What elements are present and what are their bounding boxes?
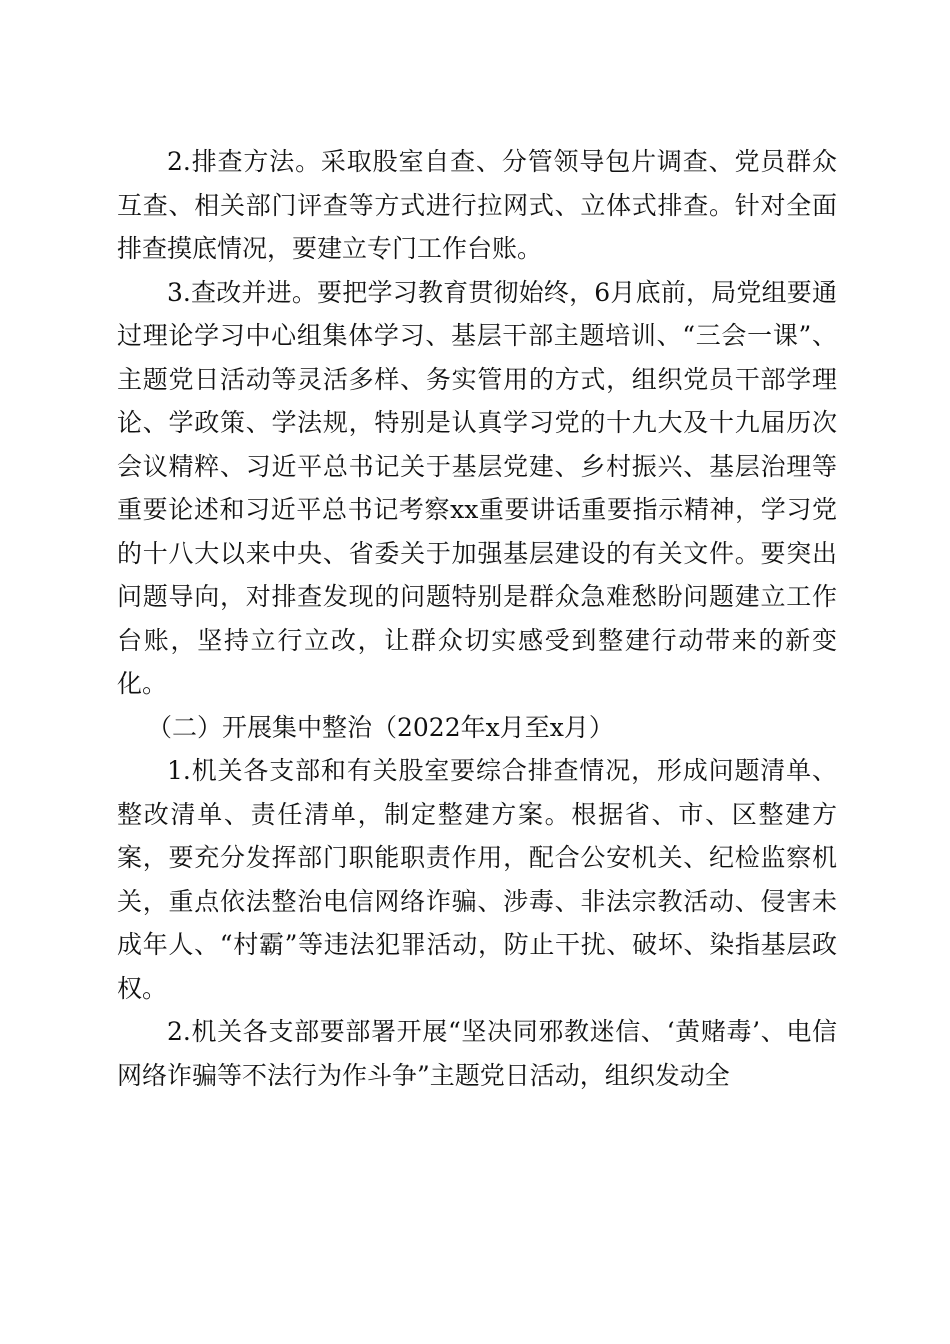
paragraph-check-and-correct: 3.查改并进。要把学习教育贯彻始终，6月底前，局党组要通过理论学习中心组集体学习、基层干部主题培训、“三会一课”、主题党日活动等灵活多样、务实管用的方式，组织党员干部学理论、学政策、学法规，特别是认真学习党的十九大及十九届历次会议精粹、习近平总书记关于基层党建、乡村振兴、基层治理等重要论述和习近平总书记考察xx重要讲话重要指示精神，学习党的十八大以来中央、省委关于加强基层建设的有关文件。要突出问题导向，对排查发现的问题特别是群众急难愁盼问题建立工作台账，坚持立行立改，让群众切实感受到整建行动带来的新变化。 — [117, 277, 837, 698]
paragraph-themed-party-day: 2.机关各支部要部署开展“坚决同邪教迷信、‘黄赌毒’、电信网络诈骗等不法行为作斗争”主题党日活动，组织发动全 — [117, 1017, 837, 1090]
document-body — [117, 140, 837, 1097]
paragraph-investigation-method: 2.排查方法。采取股室自查、分管领导包片调查、党员群众互查、相关部门评查等方式进行拉网式、立体式排查。针对全面排查摸底情况，要建立专门工作台账。 — [117, 147, 837, 263]
section-heading-centralized-rectification: （二）开展集中整治（2022年x月至x月） — [147, 712, 614, 742]
paragraph-branch-inventory: 1.机关各支部和有关股室要综合排查情况，形成问题清单、整改清单、责任清单，制定整建方案。根据省、市、区整建方案，要充分发挥部门职能职责作用，配合公安机关、纪检监察机关，重点依法整治电信网络诈骗、涉毒、非法宗教活动、侵害未成年人、“村霸”等违法犯罪活动，防止干扰、破坏、染指基层政权。 — [117, 756, 837, 1003]
